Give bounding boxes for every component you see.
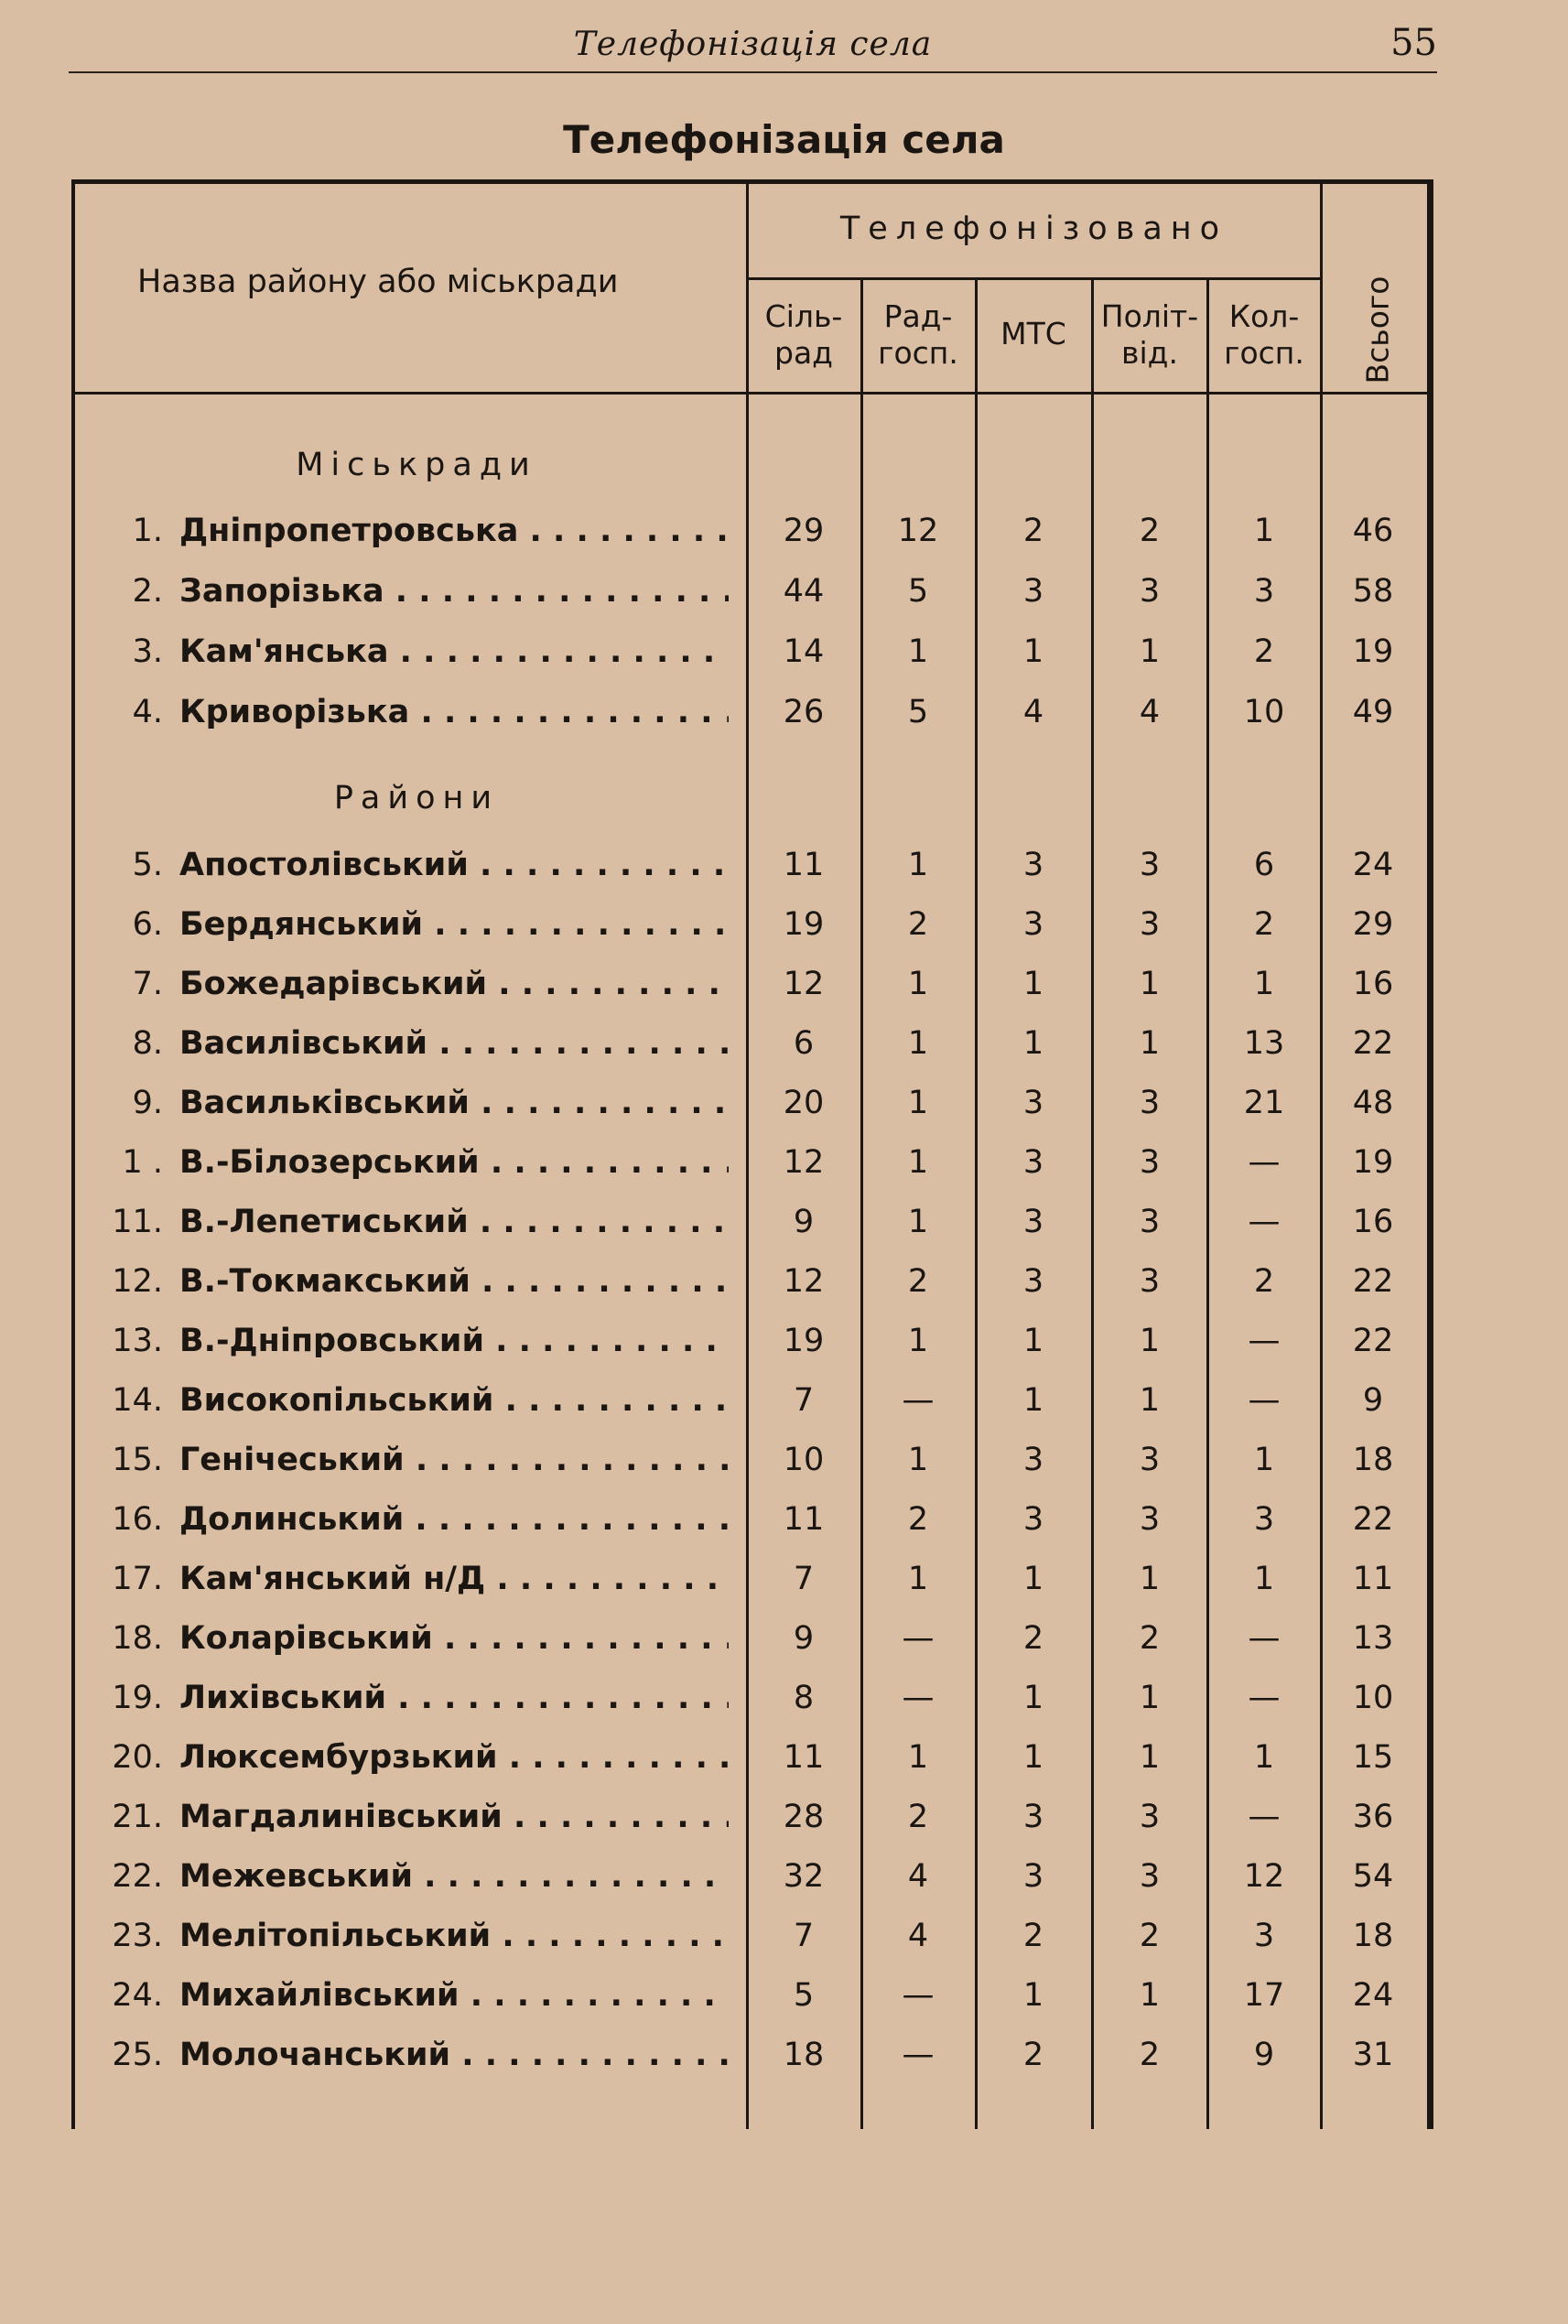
cell-mts: 3 bbox=[1022, 1144, 1044, 1181]
row-number: 1. bbox=[132, 513, 163, 549]
cell-total: 36 bbox=[1352, 1799, 1394, 1835]
column-header-line: Політ- bbox=[1100, 298, 1199, 334]
cell-mts: 3 bbox=[1022, 1085, 1044, 1121]
cell-silrad: 7 bbox=[793, 1561, 815, 1597]
cell-total: 18 bbox=[1352, 1918, 1394, 1954]
cell-total: 15 bbox=[1352, 1739, 1394, 1776]
cell-politvid: 2 bbox=[1139, 1918, 1161, 1954]
row-name: Коларівський . . . bbox=[179, 1620, 729, 1657]
cell-politvid: 3 bbox=[1139, 906, 1161, 943]
table-row bbox=[0, 1620, 1568, 1675]
cell-politvid: 2 bbox=[1139, 513, 1161, 549]
column-header-line: госп. bbox=[1224, 335, 1304, 371]
cell-kolgosp: — bbox=[1248, 1620, 1281, 1657]
row-number: 25. bbox=[112, 2037, 163, 2073]
cell-kolgosp: 1 bbox=[1253, 1442, 1275, 1478]
table-row bbox=[0, 513, 1568, 567]
cell-mts: 3 bbox=[1022, 573, 1044, 610]
table-row bbox=[0, 1025, 1568, 1080]
cell-politvid: 3 bbox=[1139, 1263, 1161, 1300]
cell-radgosp: 12 bbox=[897, 513, 939, 549]
cell-kolgosp: 3 bbox=[1253, 573, 1275, 610]
cell-mts: 1 bbox=[1022, 633, 1044, 670]
table-row bbox=[0, 1561, 1568, 1616]
row-name: Апостолівський . . . bbox=[179, 847, 729, 883]
cell-kolgosp: 9 bbox=[1253, 2037, 1275, 2073]
cell-radgosp: 1 bbox=[907, 1739, 929, 1776]
cell-kolgosp: — bbox=[1248, 1799, 1281, 1835]
row-name: Генічеський . . . bbox=[179, 1442, 729, 1478]
row-name: Лихівський . . . bbox=[179, 1680, 729, 1716]
cell-kolgosp: 3 bbox=[1253, 1918, 1275, 1954]
cell-kolgosp: 2 bbox=[1253, 1263, 1275, 1300]
cell-silrad: 26 bbox=[783, 694, 825, 730]
table-row bbox=[0, 1323, 1568, 1378]
cell-mts: 1 bbox=[1022, 966, 1044, 1002]
cell-kolgosp: 3 bbox=[1253, 1501, 1275, 1538]
cell-silrad: 11 bbox=[783, 847, 825, 883]
cell-kolgosp: 1 bbox=[1253, 966, 1275, 1002]
cell-kolgosp: 2 bbox=[1253, 906, 1275, 943]
cell-silrad: 32 bbox=[783, 1858, 825, 1895]
row-name: Мелітопільський . . . bbox=[179, 1918, 729, 1954]
column-header-politvid bbox=[1094, 298, 1206, 372]
cell-silrad: 18 bbox=[783, 2037, 825, 2073]
table-title: Телефонізація села bbox=[563, 117, 1005, 162]
column-header-line: Кол- bbox=[1228, 298, 1300, 334]
table-row bbox=[0, 1501, 1568, 1556]
cell-mts: 2 bbox=[1022, 513, 1044, 549]
row-name: Божедарівський . . . bbox=[179, 966, 729, 1002]
cell-mts: 1 bbox=[1022, 1025, 1044, 1062]
row-name: Люксембурзький . . . bbox=[179, 1739, 729, 1776]
cell-mts: 1 bbox=[1022, 1977, 1044, 2014]
cell-radgosp: — bbox=[902, 1620, 935, 1657]
cell-politvid: 3 bbox=[1139, 1799, 1161, 1835]
header-bottom-rule bbox=[73, 392, 1428, 395]
cell-politvid: 3 bbox=[1139, 1501, 1161, 1538]
cell-total: 29 bbox=[1352, 906, 1394, 943]
cell-mts: 3 bbox=[1022, 1858, 1044, 1895]
cell-radgosp: — bbox=[902, 1977, 935, 2014]
cell-politvid: 1 bbox=[1139, 1382, 1161, 1419]
cell-politvid: 2 bbox=[1139, 1620, 1161, 1657]
cell-total: 46 bbox=[1352, 513, 1394, 549]
cell-radgosp: 1 bbox=[907, 1025, 929, 1062]
row-number: 6. bbox=[132, 906, 163, 943]
table-row bbox=[0, 1442, 1568, 1497]
cell-politvid: 1 bbox=[1139, 1739, 1161, 1776]
cell-silrad: 14 bbox=[783, 633, 825, 670]
page-number: 55 bbox=[1390, 22, 1437, 64]
cell-politvid: 2 bbox=[1139, 2037, 1161, 2073]
cell-mts: 1 bbox=[1022, 1323, 1044, 1359]
cell-politvid: 1 bbox=[1139, 966, 1161, 1002]
cell-total: 11 bbox=[1352, 1561, 1394, 1597]
table-row bbox=[0, 906, 1568, 961]
column-header-line: рад bbox=[774, 335, 833, 371]
cell-total: 24 bbox=[1352, 1977, 1394, 2014]
cell-silrad: 44 bbox=[783, 573, 825, 610]
cell-radgosp: 1 bbox=[907, 1204, 929, 1240]
cell-mts: 3 bbox=[1022, 1799, 1044, 1835]
group-header: Телефонізовано bbox=[839, 211, 1228, 247]
cell-kolgosp: — bbox=[1248, 1204, 1281, 1240]
column-header-kolgosp bbox=[1209, 298, 1319, 372]
row-number: 5. bbox=[132, 847, 163, 883]
table-row bbox=[0, 694, 1568, 749]
running-head bbox=[69, 18, 1437, 73]
cell-mts: 1 bbox=[1022, 1561, 1044, 1597]
cell-radgosp: 4 bbox=[907, 1918, 929, 1954]
cell-politvid: 3 bbox=[1139, 1204, 1161, 1240]
cell-kolgosp: 2 bbox=[1253, 633, 1275, 670]
row-number: 12. bbox=[112, 1263, 163, 1300]
cell-radgosp: 5 bbox=[907, 573, 929, 610]
table-row bbox=[0, 1918, 1568, 1973]
cell-politvid: 1 bbox=[1139, 1977, 1161, 2014]
cell-kolgosp: 1 bbox=[1253, 513, 1275, 549]
cell-silrad: 7 bbox=[793, 1382, 815, 1419]
cell-mts: 3 bbox=[1022, 1263, 1044, 1300]
cell-politvid: 3 bbox=[1139, 847, 1161, 883]
table-row bbox=[0, 1858, 1568, 1913]
column-header-line: від. bbox=[1121, 335, 1178, 371]
cell-radgosp: 1 bbox=[907, 1085, 929, 1121]
cell-silrad: 9 bbox=[793, 1620, 815, 1657]
cell-total: 22 bbox=[1352, 1323, 1394, 1359]
column-header-silrad bbox=[749, 298, 859, 372]
row-name: Дніпропетровська . . . bbox=[179, 513, 729, 549]
table-row bbox=[0, 847, 1568, 902]
cell-kolgosp: — bbox=[1248, 1382, 1281, 1419]
row-name: Василівський . . . bbox=[179, 1025, 729, 1062]
cell-total: 16 bbox=[1352, 966, 1394, 1002]
cell-politvid: 3 bbox=[1139, 1144, 1161, 1181]
row-number: 2. bbox=[132, 573, 163, 610]
cell-radgosp: 2 bbox=[907, 906, 929, 943]
row-name: Михайлівський . . . bbox=[179, 1977, 729, 2014]
table-row bbox=[0, 633, 1568, 688]
row-name: Магдалинівський . . . bbox=[179, 1799, 729, 1835]
row-name: Високопільський . . . bbox=[179, 1382, 729, 1419]
column-header-radgosp bbox=[863, 298, 973, 372]
cell-total: 16 bbox=[1352, 1204, 1394, 1240]
cell-politvid: 1 bbox=[1139, 1561, 1161, 1597]
cell-radgosp: — bbox=[902, 1382, 935, 1419]
row-name: Васильківський . . . bbox=[179, 1085, 729, 1121]
section-title: Міськради bbox=[296, 447, 537, 483]
cell-silrad: 19 bbox=[783, 906, 825, 943]
row-name: Кам'янська . . . bbox=[179, 633, 729, 670]
table-row bbox=[0, 1977, 1568, 2032]
row-number: 1 . bbox=[122, 1144, 163, 1181]
cell-radgosp: 1 bbox=[907, 966, 929, 1002]
cell-kolgosp: — bbox=[1248, 1144, 1281, 1181]
cell-kolgosp: — bbox=[1248, 1323, 1281, 1359]
row-name: В.-Лепетиський . . . bbox=[179, 1204, 729, 1240]
row-number: 21. bbox=[112, 1799, 163, 1835]
table-row bbox=[0, 1680, 1568, 1735]
cell-silrad: 12 bbox=[783, 1144, 825, 1181]
row-number: 19. bbox=[112, 1680, 163, 1716]
row-number: 23. bbox=[112, 1918, 163, 1954]
row-number: 4. bbox=[132, 694, 163, 730]
cell-total: 22 bbox=[1352, 1263, 1394, 1300]
cell-kolgosp: — bbox=[1248, 1680, 1281, 1716]
cell-radgosp: — bbox=[902, 2037, 935, 2073]
cell-radgosp: 1 bbox=[907, 1561, 929, 1597]
cell-politvid: 3 bbox=[1139, 1085, 1161, 1121]
cell-kolgosp: 6 bbox=[1253, 847, 1275, 883]
cell-radgosp: 4 bbox=[907, 1858, 929, 1895]
row-number: 20. bbox=[112, 1739, 163, 1776]
cell-total: 58 bbox=[1352, 573, 1394, 610]
cell-mts: 3 bbox=[1022, 1501, 1044, 1538]
cell-total: 48 bbox=[1352, 1085, 1394, 1121]
column-header-line: МТС bbox=[1000, 316, 1066, 351]
cell-mts: 1 bbox=[1022, 1680, 1044, 1716]
cell-silrad: 5 bbox=[793, 1977, 815, 2014]
cell-radgosp: 1 bbox=[907, 633, 929, 670]
cell-silrad: 11 bbox=[783, 1501, 825, 1538]
cell-mts: 3 bbox=[1022, 906, 1044, 943]
cell-total: 24 bbox=[1352, 847, 1394, 883]
cell-total: 54 bbox=[1352, 1858, 1394, 1895]
cell-total: 22 bbox=[1352, 1025, 1394, 1062]
cell-radgosp: 5 bbox=[907, 694, 929, 730]
row-number: 8. bbox=[132, 1025, 163, 1062]
column-header-total-label: Всього bbox=[1359, 276, 1396, 384]
row-number: 14. bbox=[112, 1382, 163, 1419]
cell-mts: 3 bbox=[1022, 1442, 1044, 1478]
cell-total: 31 bbox=[1352, 2037, 1394, 2073]
table-row bbox=[0, 1739, 1568, 1794]
cell-radgosp: 1 bbox=[907, 1144, 929, 1181]
column-header-line: Сіль- bbox=[764, 298, 843, 334]
cell-total: 19 bbox=[1352, 1144, 1394, 1181]
row-name: Межевський . . . bbox=[179, 1858, 729, 1895]
cell-mts: 2 bbox=[1022, 2037, 1044, 2073]
cell-kolgosp: 12 bbox=[1243, 1858, 1285, 1895]
table-row bbox=[0, 1799, 1568, 1854]
cell-radgosp: 2 bbox=[907, 1501, 929, 1538]
cell-kolgosp: 1 bbox=[1253, 1561, 1275, 1597]
row-number: 22. bbox=[112, 1858, 163, 1895]
cell-silrad: 9 bbox=[793, 1204, 815, 1240]
cell-politvid: 3 bbox=[1139, 1858, 1161, 1895]
cell-radgosp: 1 bbox=[907, 1442, 929, 1478]
row-number: 9. bbox=[132, 1085, 163, 1121]
cell-silrad: 19 bbox=[783, 1323, 825, 1359]
cell-mts: 1 bbox=[1022, 1739, 1044, 1776]
cell-politvid: 1 bbox=[1139, 1025, 1161, 1062]
section-title: Райони bbox=[333, 780, 500, 816]
cell-radgosp: 2 bbox=[907, 1263, 929, 1300]
cell-silrad: 11 bbox=[783, 1739, 825, 1776]
group-header-rule bbox=[746, 277, 1323, 280]
row-number: 18. bbox=[112, 1620, 163, 1657]
cell-mts: 1 bbox=[1022, 1382, 1044, 1419]
row-name: В.-Дніпровський . . . bbox=[179, 1323, 729, 1359]
running-title: Телефонізація села bbox=[573, 26, 933, 63]
cell-silrad: 8 bbox=[793, 1680, 815, 1716]
row-number: 17. bbox=[112, 1561, 163, 1597]
row-name: Криворізька . . . bbox=[179, 694, 729, 730]
cell-total: 19 bbox=[1352, 633, 1394, 670]
table-row bbox=[0, 1085, 1568, 1140]
row-number: 11. bbox=[112, 1204, 163, 1240]
cell-silrad: 7 bbox=[793, 1918, 815, 1954]
row-number: 16. bbox=[112, 1501, 163, 1538]
cell-silrad: 29 bbox=[783, 513, 825, 549]
table-row bbox=[0, 1382, 1568, 1437]
cell-politvid: 3 bbox=[1139, 573, 1161, 610]
row-name: Долинський . . . bbox=[179, 1501, 729, 1538]
cell-silrad: 20 bbox=[783, 1085, 825, 1121]
row-number: 7. bbox=[132, 966, 163, 1002]
row-number: 15. bbox=[112, 1442, 163, 1478]
row-name: Молочанський . . . bbox=[179, 2037, 729, 2073]
row-number: 13. bbox=[112, 1323, 163, 1359]
table-row bbox=[0, 1144, 1568, 1199]
cell-mts: 3 bbox=[1022, 847, 1044, 883]
cell-kolgosp: 13 bbox=[1243, 1025, 1285, 1062]
cell-radgosp: — bbox=[902, 1680, 935, 1716]
cell-total: 18 bbox=[1352, 1442, 1394, 1478]
cell-kolgosp: 1 bbox=[1253, 1739, 1275, 1776]
row-name: В.-Білозерський . . . bbox=[179, 1144, 729, 1181]
table-row bbox=[0, 966, 1568, 1021]
table-row bbox=[0, 573, 1568, 628]
column-header-line: Рад- bbox=[883, 298, 953, 334]
cell-mts: 2 bbox=[1022, 1918, 1044, 1954]
cell-kolgosp: 17 bbox=[1243, 1977, 1285, 2014]
cell-silrad: 6 bbox=[793, 1025, 815, 1062]
cell-politvid: 4 bbox=[1139, 694, 1161, 730]
table-row bbox=[0, 1204, 1568, 1259]
cell-total: 13 bbox=[1352, 1620, 1394, 1657]
table-row bbox=[0, 1263, 1568, 1318]
cell-kolgosp: 21 bbox=[1243, 1085, 1285, 1121]
cell-silrad: 10 bbox=[783, 1442, 825, 1478]
row-number: 3. bbox=[132, 633, 163, 670]
column-header-total bbox=[1332, 275, 1423, 384]
cell-radgosp: 2 bbox=[907, 1799, 929, 1835]
cell-total: 9 bbox=[1362, 1382, 1384, 1419]
cell-total: 10 bbox=[1352, 1680, 1394, 1716]
cell-mts: 2 bbox=[1022, 1620, 1044, 1657]
cell-radgosp: 1 bbox=[907, 1323, 929, 1359]
cell-politvid: 3 bbox=[1139, 1442, 1161, 1478]
cell-politvid: 1 bbox=[1139, 1680, 1161, 1716]
row-number: 24. bbox=[112, 1977, 163, 2014]
cell-total: 49 bbox=[1352, 694, 1394, 730]
cell-radgosp: 1 bbox=[907, 847, 929, 883]
cell-silrad: 12 bbox=[783, 1263, 825, 1300]
header-name: Назва району або міськради bbox=[137, 264, 619, 300]
cell-politvid: 1 bbox=[1139, 1323, 1161, 1359]
table-row bbox=[0, 2037, 1568, 2092]
cell-silrad: 12 bbox=[783, 966, 825, 1002]
cell-politvid: 1 bbox=[1139, 633, 1161, 670]
row-name: Запорізька . . . bbox=[179, 573, 729, 610]
row-name: Бердянський . . . bbox=[179, 906, 729, 943]
cell-silrad: 28 bbox=[783, 1799, 825, 1835]
cell-total: 22 bbox=[1352, 1501, 1394, 1538]
cell-mts: 3 bbox=[1022, 1204, 1044, 1240]
row-name: В.-Токмакський . . . bbox=[179, 1263, 729, 1300]
cell-kolgosp: 10 bbox=[1243, 694, 1285, 730]
row-name: Кам'янський н/Д . . . bbox=[179, 1561, 729, 1597]
column-header-mts bbox=[978, 316, 1089, 352]
column-header-line: госп. bbox=[878, 335, 958, 371]
cell-mts: 4 bbox=[1022, 694, 1044, 730]
